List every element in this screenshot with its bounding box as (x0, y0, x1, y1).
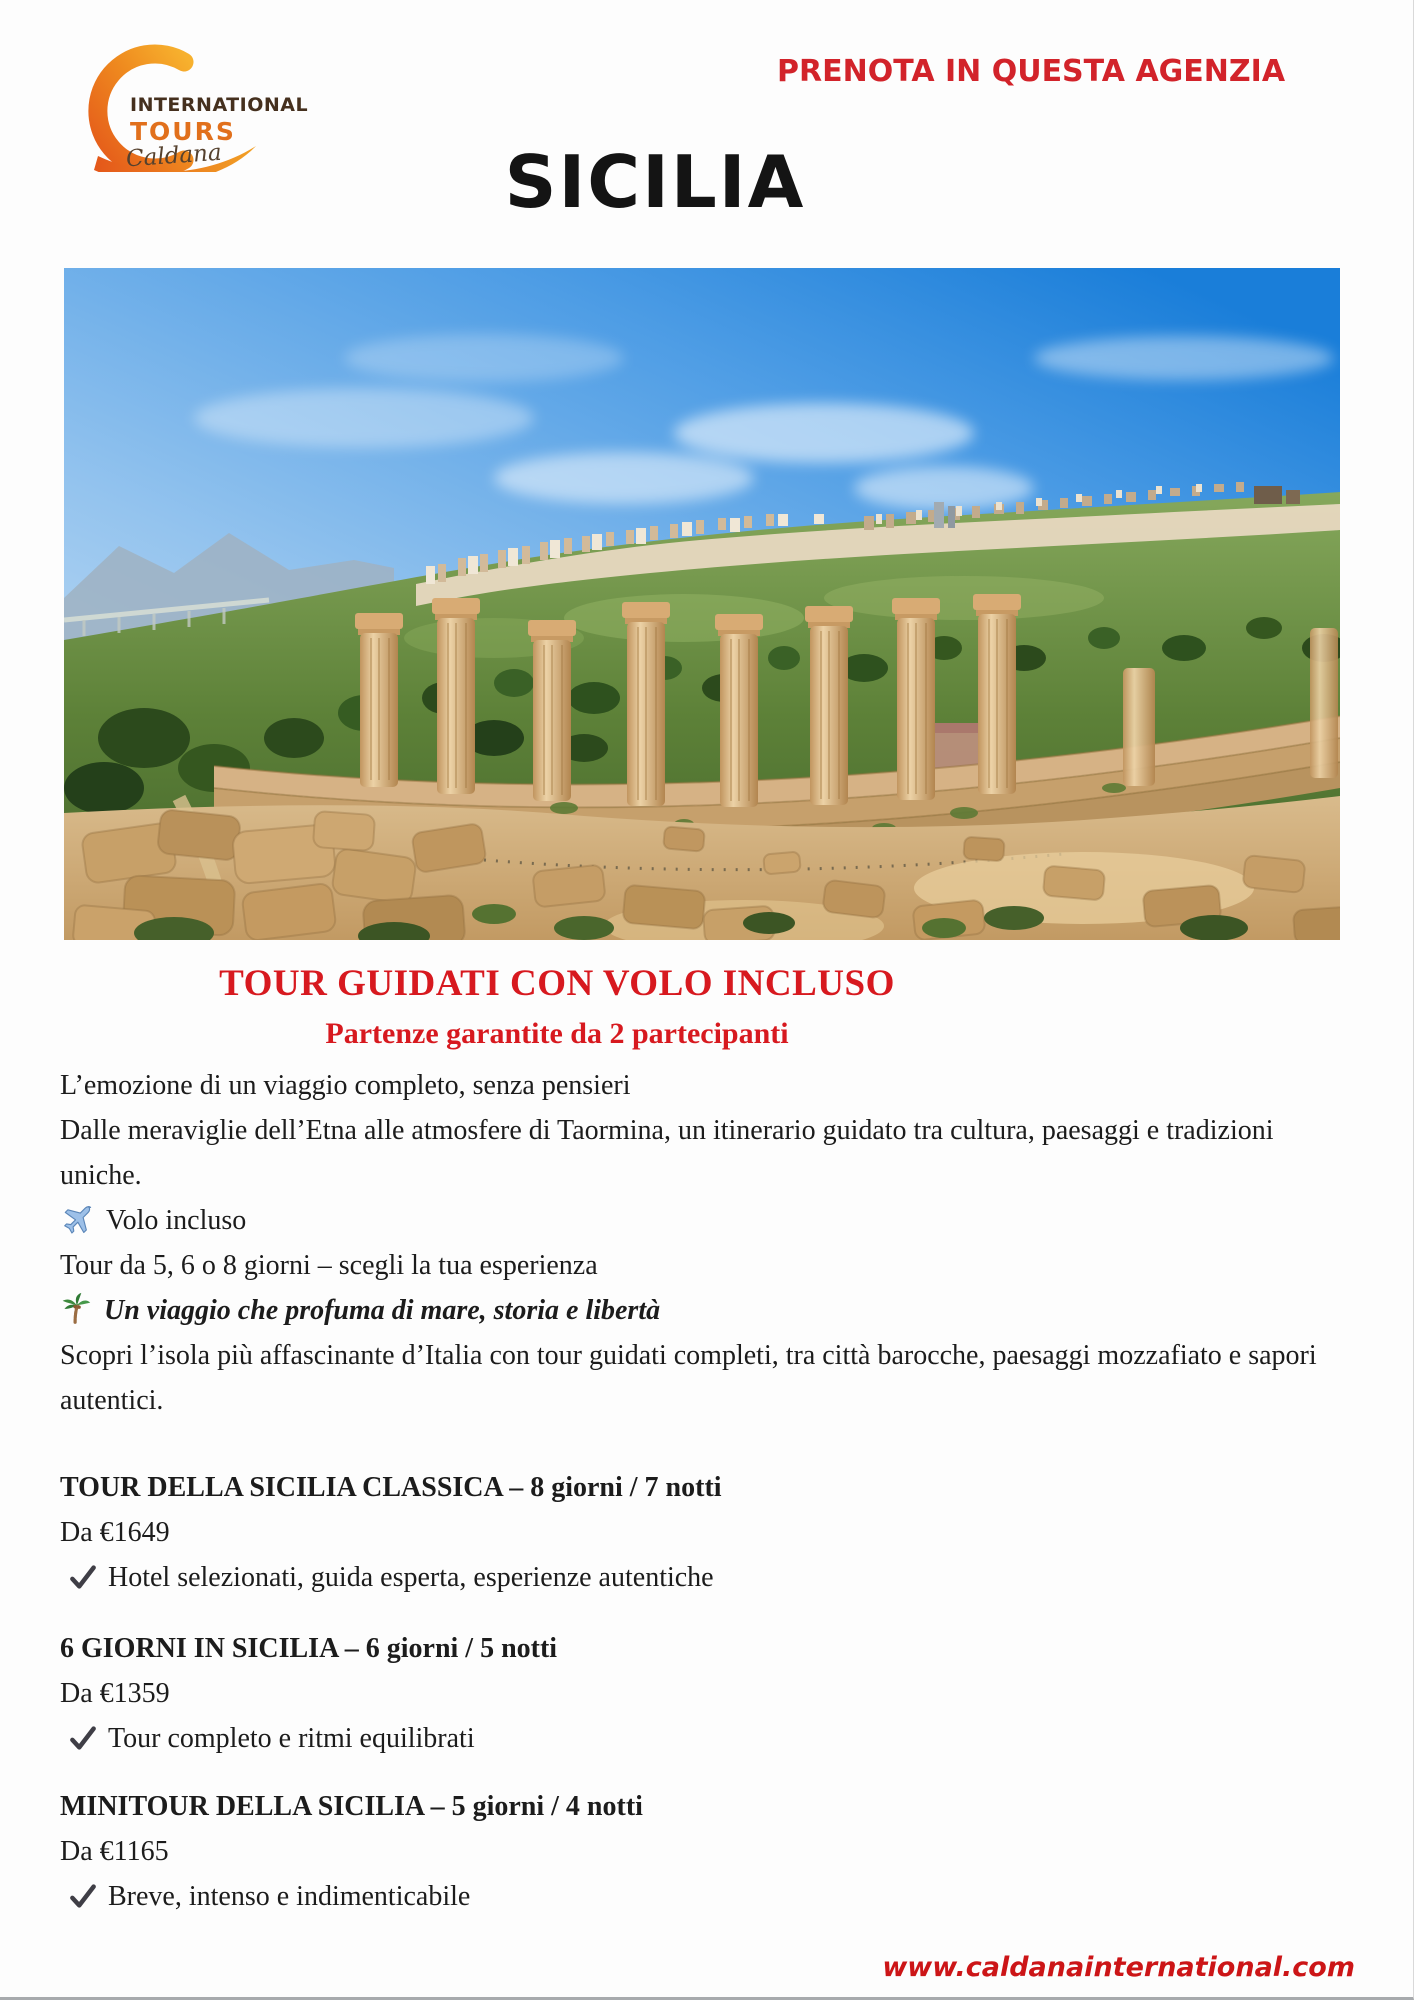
tour-feature (60, 1716, 1360, 1761)
check-icon (68, 1723, 98, 1753)
tagline-line (60, 1288, 1360, 1333)
logo-text-tours: TOURS (130, 117, 236, 146)
tagline-text: Un viaggio che profuma di mare, storia e libertà (104, 1295, 661, 1326)
tour-price: Da €1165 (60, 1836, 169, 1867)
tour-feature-text: Tour completo e ritmi equilibrati (108, 1723, 475, 1754)
booking-banner: PRENOTA IN QUESTA AGENZIA (777, 54, 1286, 89)
hero-photo (64, 268, 1340, 940)
tour-feature (60, 1555, 1360, 1600)
tour-item (60, 1626, 1360, 1761)
page-title: SICILIA (504, 140, 806, 224)
tour-feature (60, 1874, 1360, 1919)
check-icon (68, 1562, 98, 1592)
logo-text-caldana: Caldana (125, 139, 223, 173)
body-content (60, 1063, 1360, 1919)
tour-item (60, 1784, 1360, 1919)
airplane-icon (60, 1202, 94, 1236)
durations-line: Tour da 5, 6 o 8 giorni – scegli la tua esperienza (60, 1250, 598, 1281)
flight-line (60, 1198, 1360, 1243)
flight-line-text: Volo incluso (106, 1205, 247, 1236)
tour-price: Da €1359 (60, 1678, 170, 1709)
tour-heading: TOUR GUIDATI CON VOLO INCLUSO (219, 963, 895, 1004)
tour-subheading: Partenze garantite da 2 partecipanti (325, 1017, 789, 1050)
tour-price: Da €1649 (60, 1517, 170, 1548)
check-icon (68, 1881, 98, 1911)
intro-lead: L’emozione di un viaggio completo, senza pensieri (60, 1070, 631, 1101)
description-text: Scopri l’isola più affascinante d’Italia con tour guidati completi, tra città barocche, paesaggi mozzafiato e sapori autentici. (60, 1340, 1317, 1416)
logo-text-international: INTERNATIONAL (130, 94, 309, 116)
temple-ruins-illustration (64, 268, 1340, 940)
tour-item (60, 1465, 1360, 1600)
tour-title: MINITOUR DELLA SICILIA – 5 giorni / 4 notti (60, 1791, 643, 1822)
palm-tree-icon (60, 1290, 92, 1326)
intro-body: Dalle meraviglie dell’Etna alle atmosfere di Taormina, un itinerario guidato tra cultura, paesaggi e tradizioni uniche. (60, 1115, 1274, 1191)
tour-feature-text: Hotel selezionati, guida esperta, esperienze autentiche (108, 1562, 714, 1593)
tour-title: 6 GIORNI IN SICILIA – 6 giorni / 5 notti (60, 1633, 558, 1664)
website-link[interactable]: www.caldanainternational.com (882, 1952, 1355, 1983)
agency-logo (38, 30, 309, 173)
tour-title: TOUR DELLA SICILIA CLASSICA – 8 giorni / 7 notti (60, 1472, 722, 1503)
tour-feature-text: Breve, intenso e indimenticabile (108, 1881, 471, 1912)
